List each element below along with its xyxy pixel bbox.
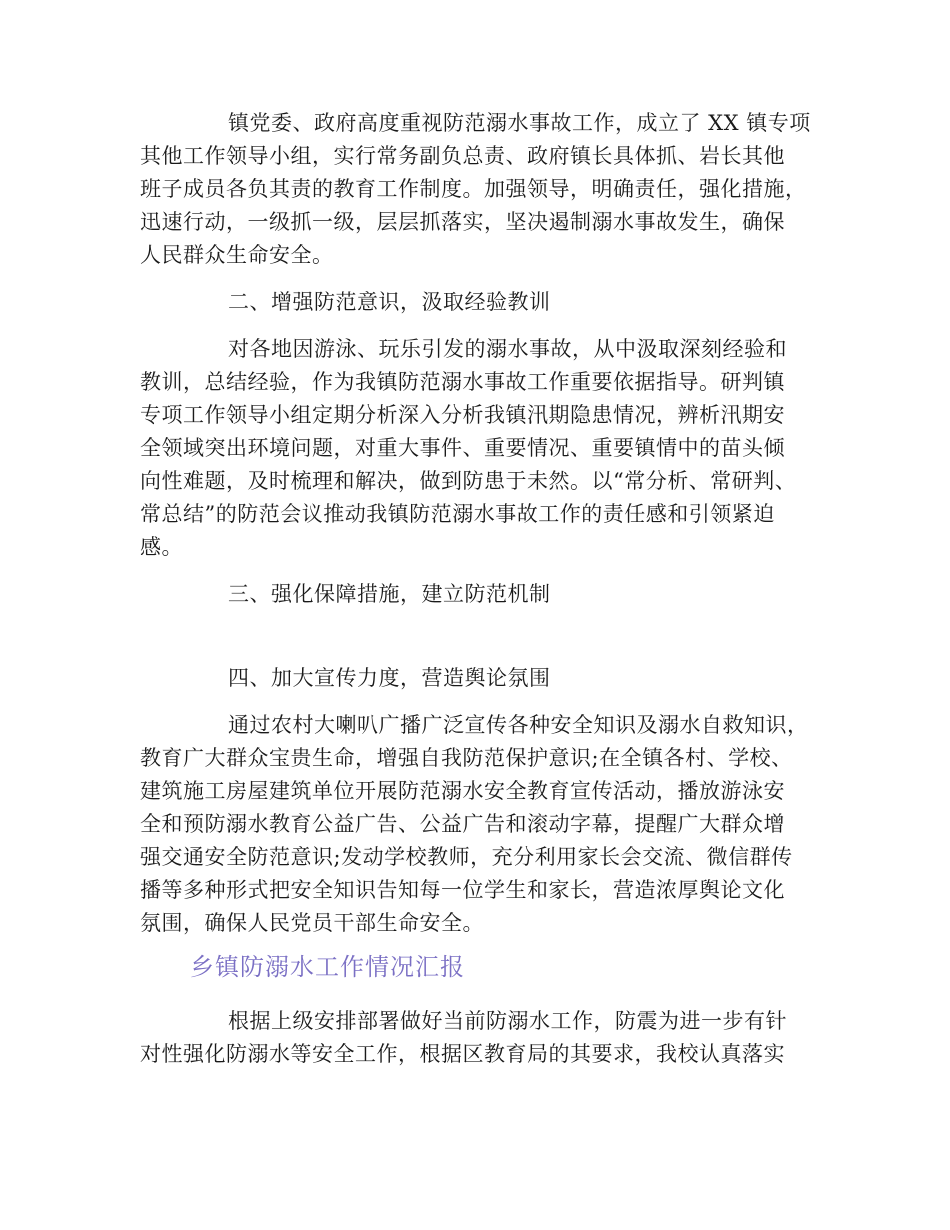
para1-line-2: 其他工作领导小组，实行常务副负总责、政府镇长具体抓、岩长其他: [140, 144, 785, 168]
para1-line-4: 迅速行动，一级抓一级，层层抓落实，坚决遏制溺水事故发生，确保: [140, 210, 785, 234]
para2-line-1: 对各地因游泳、玩乐引发的溺水事故，从中汲取深刻经验和: [228, 337, 787, 361]
para2-line-7: 感。: [140, 535, 183, 559]
para2-line-4: 全领域突出环境问题，对重大事件、重要情况、重要镇情中的苗头倾: [140, 436, 785, 460]
para2-line-2: 教训，总结经验，作为我镇防范溺水事故工作重要依据指导。研判镇: [140, 370, 785, 394]
para4-line-2: 教育广大群众宝贵生命，增强自我防范保护意识;在全镇各村、学校、: [140, 746, 793, 770]
para5-line-2: 对性强化防溺水等安全工作，根据区教育局的其要求，我校认真落实: [140, 1042, 785, 1066]
para1-line-5: 人民群众生命安全。: [140, 243, 334, 267]
para4-line-3: 建筑施工房屋建筑单位开展防范溺水安全教育宣传活动，播放游泳安: [140, 779, 785, 803]
section4-title: 四、加大宣传力度，营造舆论氛围: [228, 666, 551, 690]
para4-line-6: 播等多种形式把安全知识告知每一位学生和家长，营造浓厚舆论文化: [140, 878, 785, 902]
para4-line-7: 氛围，确保人民党员干部生命安全。: [140, 911, 484, 935]
para4-line-4: 全和预防溺水教育公益广告、公益广告和滚动字幕，提醒广大群众增: [140, 812, 785, 836]
para2-line-5: 向性难题，及时梳理和解决，做到防患于未然。以“常分析、常研判、: [140, 469, 797, 493]
para2-line-6: 常总结”的防范会议推动我镇防范溺水事故工作的责任感和引领紧迫: [140, 502, 775, 526]
section3-title: 三、强化保障措施，建立防范机制: [228, 582, 551, 606]
para4-line-1: 通过农村大喇叭广播广泛宣传各种安全知识及溺水自救知识，: [228, 713, 809, 737]
section2-title: 二、增强防范意识，汲取经验教训: [228, 290, 551, 314]
para1-line-3: 班子成员各负其责的教育工作制度。加强领导，明确责任，强化措施，: [140, 177, 807, 201]
para1-line-1: 镇党委、政府高度重视防范溺水事故工作，成立了 XX 镇专项: [228, 111, 811, 135]
para4-line-5: 强交通安全防范意识;发动学校教师，充分利用家长会交流、微信群传: [140, 845, 793, 869]
report-title: 乡镇防溺水工作情况汇报: [190, 953, 465, 981]
para5-line-1: 根据上级安排部署做好当前防溺水工作，防震为进一步有针: [228, 1009, 787, 1033]
para2-line-3: 专项工作领导小组定期分析深入分析我镇汛期隐患情况，辨析汛期安: [140, 403, 785, 427]
